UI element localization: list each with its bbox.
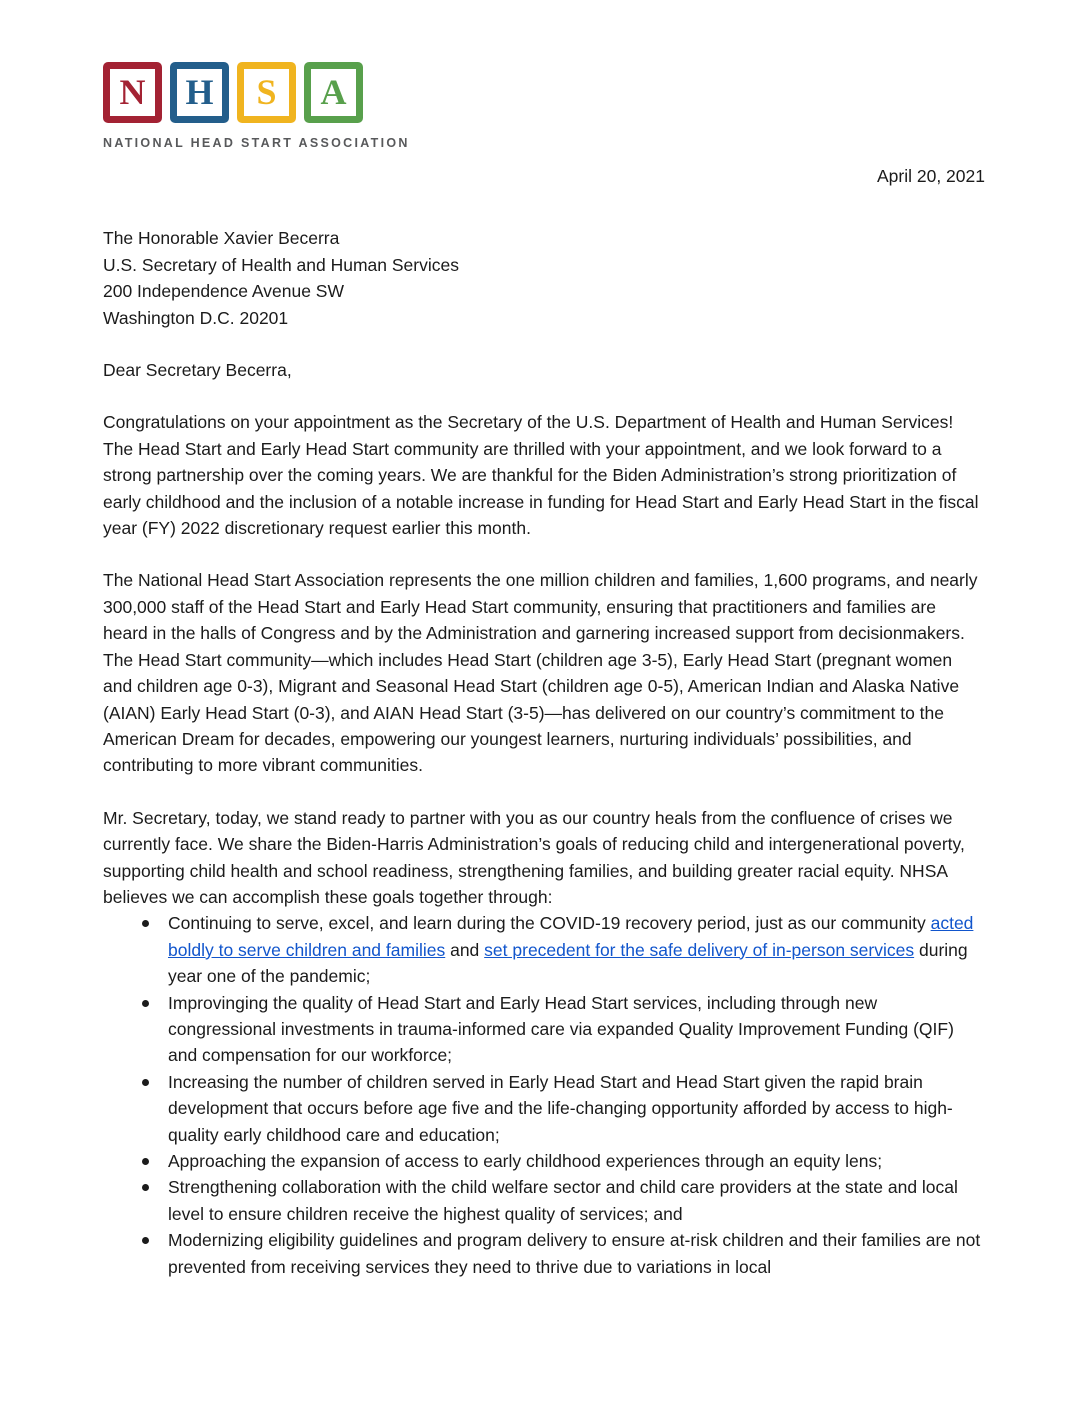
bullet-text-segment: Approaching the expansion of access to early childhood experiences through an equity lens; (168, 1151, 883, 1171)
recipient-line-4: Washington D.C. 20201 (103, 307, 289, 328)
inline-link[interactable]: set precedent for the safe delivery of in-person services (484, 939, 915, 960)
inline-link[interactable]: acted boldly to serve children and families (168, 913, 974, 960)
recipient-line-3: 200 Independence Avenue SW (103, 281, 344, 302)
nhsa-logo-blocks (103, 62, 985, 123)
bullet-text-segment: Increasing the number of children served in Early Head Start and Head Start given the rapid brain development that occurs before age five and the life-changing opportunity afforded by access to high-quality early childhood care and education; (168, 1071, 953, 1145)
bullet-text-segment: Improvinging the quality of Head Start and Early Head Start services, including through new congressional investments in trauma-informed care via expanded Quality Improvement Funding (QIF) and compensation for our workforce; (168, 992, 954, 1066)
bullet-text-segment: during year one of the pandemic; (168, 939, 968, 987)
recipient-block (103, 225, 985, 331)
goal-bullet-4 (168, 1148, 985, 1174)
letter-body (103, 409, 985, 910)
nhsa-logo (103, 62, 985, 150)
bullet-text-segment: Modernizing eligibility guidelines and program delivery to ensure at-risk children and their families are not prevented from receiving services they need to thrive due to variations in local (168, 1230, 981, 1277)
org-name-text: NATIONAL HEAD START ASSOCIATION (103, 136, 410, 150)
body-paragraph-3: Mr. Secretary, today, we stand ready to partner with you as our country heals from the confluence of crises we currently face. We share the Biden-Harris Administration’s goals of reducing child and intergenerational poverty, supporting child health and school readiness, strengthening families, and building greater racial equity. NHSA believes we can accomplish these goals together through: (103, 807, 965, 907)
goal-bullet-1 (168, 910, 985, 989)
goals-bullet-list (103, 910, 985, 1280)
bullet-text-segment: Strengthening collaboration with the child welfare sector and child care providers at the state and local level to ensure children receive the highest quality of services; and (168, 1177, 958, 1224)
letter-date: April 20, 2021 (877, 166, 985, 186)
recipient-line-2: U.S. Secretary of Health and Human Services (103, 254, 459, 275)
logo-block-h: H (170, 62, 229, 123)
logo-block-n: N (103, 62, 162, 123)
logo-block-a: A (304, 62, 363, 123)
body-paragraph-1: Congratulations on your appointment as the Secretary of the U.S. Department of Health and Human Services! The Head Start and Early Head Start community are thrilled with your appointment, and we look forward to a strong partnership over the coming years. We are thankful for the Biden Administration’s strong prioritization of early childhood and the inclusion of a notable increase in funding for Head Start and Early Head Start in the fiscal year (FY) 2022 discretionary request earlier this month. (103, 412, 979, 539)
goal-bullet-3 (168, 1069, 985, 1148)
body-paragraph-2: The National Head Start Association represents the one million children and families, 1,600 programs, and nearly 300,000 staff of the Head Start and Early Head Start community, ensuring that practitioners and families are heard in the halls of Congress and by the Administration and garnering increased support from decisionmakers. The Head Start community—which includes Head Start (children age 3-5), Early Head Start (pregnant women and children age 0-3), Migrant and Seasonal Head Start (children age 0-5), American Indian and Alaska Native (AIAN) Early Head Start (0-3), and AIAN Head Start (3-5)—has delivered on our country’s commitment to the American Dream for decades, empowering our youngest learners, nurturing individuals’ possibilities, and contributing to more vibrant communities. (103, 570, 978, 776)
salutation: Dear Secretary Becerra, (103, 360, 292, 381)
bullet-text-segment: Continuing to serve, excel, and learn during the COVID-19 recovery period, just as our community (168, 913, 931, 934)
goal-bullet-6 (168, 1227, 985, 1280)
bullet-text-segment: and (445, 939, 485, 960)
recipient-line-1: The Honorable Xavier Becerra (103, 228, 340, 249)
goal-bullet-5 (168, 1174, 985, 1227)
goal-bullet-2 (168, 990, 985, 1069)
logo-block-s: S (237, 62, 296, 123)
